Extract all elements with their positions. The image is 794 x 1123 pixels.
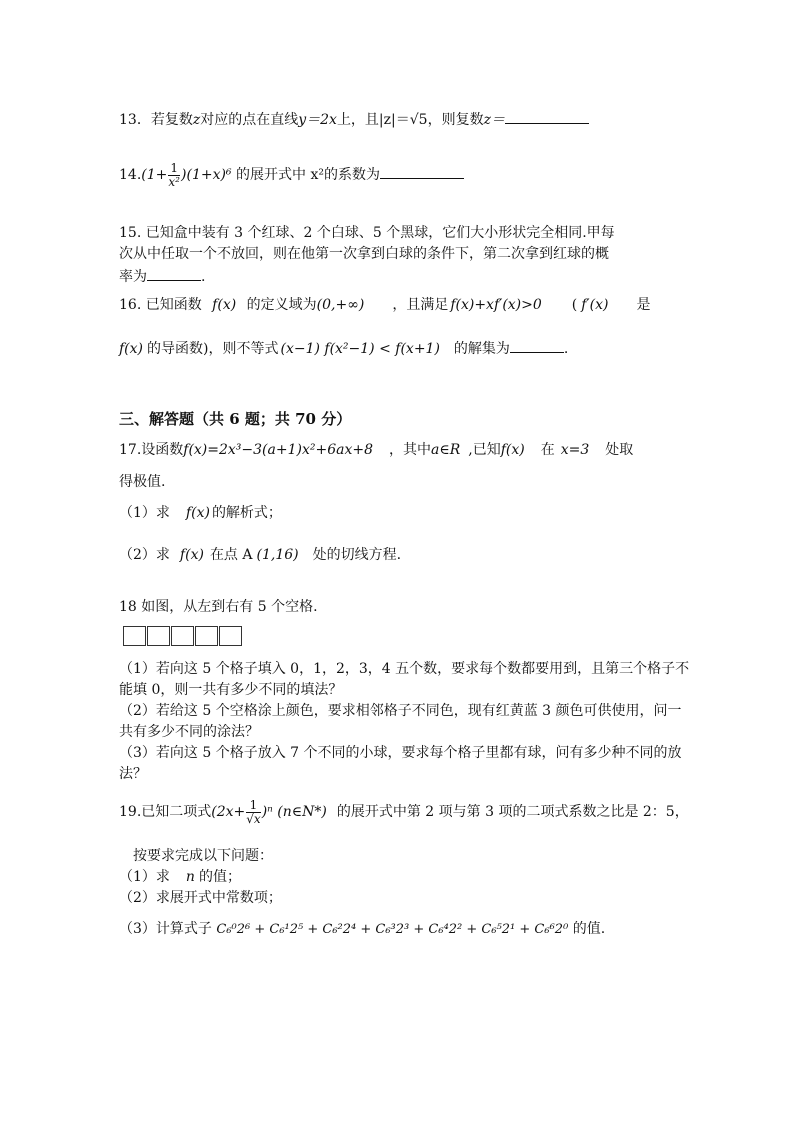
- q16-line-2: [119, 338, 568, 358]
- grid-cell[interactable]: [195, 626, 218, 646]
- q17-part-2: [119, 546, 401, 564]
- section-3-heading: 三、解答题（共 6 题；共 70 分）: [119, 410, 352, 428]
- q18-p3-line-2: 法？: [119, 766, 147, 782]
- q19-fraction: [246, 799, 260, 826]
- q14-fraction: [168, 162, 180, 189]
- q16-line2-text-b: 的解集为: [453, 341, 510, 357]
- q17-text-b: ，其中: [388, 442, 431, 458]
- q15-line-2: 次从中任取一个不放回，则在他第一次拿到白球的条件下，第二次拿到红球的概: [119, 246, 609, 262]
- q19-part-1: [119, 868, 241, 886]
- q16-text-c: ，且满足: [392, 297, 449, 313]
- q17-point: (1,16): [256, 547, 299, 563]
- q13-answer-blank[interactable]: [505, 109, 589, 124]
- q19-expr-b: )ⁿ (n∈N*): [261, 804, 327, 820]
- q13-text-3: ，则复数: [427, 112, 484, 128]
- q19-frac-den: √x: [246, 811, 261, 826]
- q16-answer-blank[interactable]: [510, 338, 564, 353]
- q16-text-a: 16. 已知函数: [119, 297, 202, 313]
- q15-line3-end: .: [201, 269, 206, 285]
- q19-line-2: 按要求完成以下问题：: [133, 848, 273, 864]
- q16-paren: (: [571, 297, 578, 313]
- q17-p2-fx: f(x): [179, 547, 204, 563]
- q19-p1-text-a: （1）求: [119, 869, 170, 885]
- q18-p3-line-1: （3）若向这 5 个格子放入 7 个不同的小球，要求每个格子里都有球，问有多少种不同的放: [119, 745, 682, 761]
- q13-var-z: z: [192, 112, 201, 128]
- grid-cell[interactable]: [171, 626, 194, 646]
- q17-part-1: [119, 504, 282, 522]
- q18-five-cell-grid: [123, 626, 243, 646]
- q16-text-b: 的定义域为: [246, 297, 317, 313]
- q16-domain: (0,+∞): [316, 297, 365, 313]
- q17-function: f(x)=2x³−3(a+1)x²+6ax+8: [183, 442, 373, 458]
- grid-cell[interactable]: [219, 626, 242, 646]
- q17-text-a: 17.设函数: [119, 442, 184, 458]
- q17-p2-text-a: （2）求: [119, 547, 170, 563]
- q14-expr-b: )(1+x)⁶: [181, 167, 232, 183]
- q17-a-in-r: a∈R: [430, 442, 461, 458]
- q19-part-3: [119, 920, 605, 939]
- question-13: [119, 109, 589, 129]
- q13-text-1: 对应的点在直线: [200, 112, 299, 128]
- q17-x-equals-3: x=3: [560, 442, 590, 458]
- q14-answer-blank[interactable]: [380, 164, 464, 179]
- q16-line2-end: .: [563, 341, 569, 357]
- q17-line-2: 得极值.: [119, 474, 166, 490]
- q19-text-a: 19.已知二项式: [119, 804, 212, 820]
- q16-line2-fx: f(x): [119, 341, 144, 357]
- q17-p2-text-c: 处的切线方程.: [312, 547, 402, 563]
- q16-condition: f(x)+xf′(x)>0: [450, 297, 542, 313]
- q13-line-equation: y＝2x: [298, 112, 337, 128]
- q17-text-e: 处取: [605, 442, 634, 458]
- q16-fx: f(x): [212, 297, 237, 313]
- q19-line-1: [119, 795, 689, 829]
- q13-text-2: 上，且|z|＝: [336, 112, 410, 128]
- question-14: [119, 160, 464, 190]
- q19-binomial-sum: C₆⁰2⁶ + C₆¹2⁵ + C₆²2⁴ + C₆³2³ + C₆⁴2² + C₆⁵2¹ + C₆⁶2⁰: [216, 922, 569, 937]
- q16-fprime: f′(x): [581, 297, 609, 313]
- grid-cell[interactable]: [123, 626, 146, 646]
- q13-prefix: 13．若复数: [119, 112, 193, 128]
- q14-expr-a: (1+: [141, 167, 168, 183]
- q17-text-d: 在: [540, 442, 555, 458]
- q17-text-c: ,已知: [468, 442, 501, 458]
- q19-p1-text-b: 的值；: [198, 869, 241, 885]
- q19-frac-num: 1: [246, 799, 260, 813]
- q15-line-1: 15. 已知盒中装有 3 个红球、2 个白球、5 个黑球，它们大小形状完全相同.甲每: [119, 225, 615, 241]
- q19-p3-text-a: （3）计算式子: [119, 921, 212, 937]
- q16-inequality: (x−1) f(x²−1) < f(x+1): [280, 341, 440, 357]
- q19-text-b: 的展开式中第 2 项与第 3 项的二项式系数之比是 2：5，: [336, 804, 689, 820]
- q15-line-3: [119, 266, 205, 286]
- grid-cell[interactable]: [147, 626, 170, 646]
- q13-sqrt5: √5: [409, 112, 428, 128]
- q18-p2-line-1: （2）若给这 5 个空格涂上颜色，要求相邻格子不同色，现有红黄蓝 3 颜色可供使用，问一: [119, 703, 682, 719]
- q14-frac-num: 1: [170, 160, 179, 175]
- q19-part-2: （2）求展开式中常数项；: [119, 890, 282, 906]
- q17-p1-text-b: 的解析式；: [211, 505, 282, 521]
- q16-line-1: [119, 296, 650, 314]
- q18-title: 18 如图，从左到右有 5 个空格.: [119, 599, 318, 615]
- q15-answer-blank[interactable]: [147, 266, 201, 281]
- q19-expr-a: (2x+: [211, 804, 246, 820]
- q14-frac-den: x²: [168, 174, 180, 189]
- q16-line2-text-a: 的导函数)，则不等式: [147, 341, 279, 357]
- q19-p3-text-b: 的值.: [572, 921, 606, 937]
- q19-n: n: [185, 869, 195, 885]
- q16-text-d: 是: [636, 297, 651, 313]
- q17-p1-text-a: （1）求: [119, 505, 170, 521]
- q13-tail: z＝: [483, 112, 505, 128]
- q17-line-1: [119, 441, 633, 459]
- q18-p1-line-2: 能填 0，则一共有多少不同的填法？: [119, 682, 343, 698]
- q17-p1-fx: f(x): [185, 505, 210, 521]
- q17-p2-text-b: 在点 A: [209, 547, 253, 563]
- q18-p1-line-1: （1）若向这 5 个格子填入 0，1，2，3，4 五个数，要求每个数都要用到，且第三个格子不: [119, 661, 690, 677]
- q17-fx: f(x): [500, 442, 525, 458]
- q18-p2-line-2: 共有多少不同的涂法？: [119, 724, 259, 740]
- q15-line3-text: 率为: [119, 269, 147, 285]
- q14-prefix: 14.: [119, 167, 142, 183]
- q14-text: 的展开式中 x²的系数为: [236, 167, 380, 183]
